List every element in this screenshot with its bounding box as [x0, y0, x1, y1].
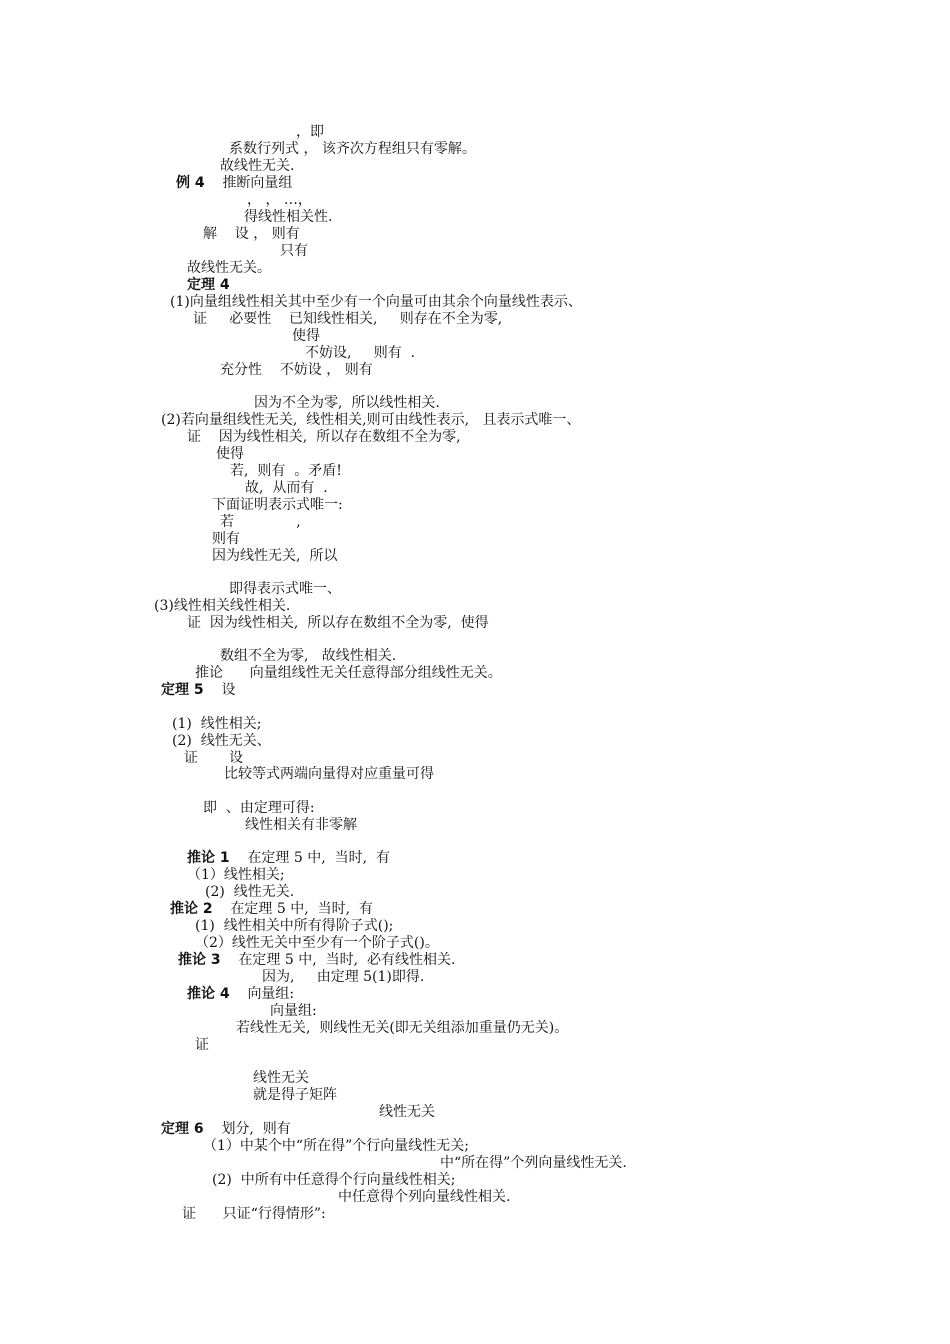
text-line [212, 548, 337, 565]
line-text: 得线性相关性. [244, 209, 333, 225]
text-line [244, 209, 332, 226]
line-text: （2）线性无关中至少有一个阶子式()。 [195, 935, 439, 951]
line-text: 即 、由定理可得: [203, 800, 315, 816]
text-line [440, 1155, 627, 1172]
text-line [292, 328, 320, 345]
line-text: 因为, 由定理 5(1)即得. [262, 969, 425, 985]
text-line [220, 514, 301, 531]
text-line [161, 412, 580, 429]
text-line [254, 395, 440, 412]
text-line [203, 800, 315, 817]
line-text: 故, 从而有 . [245, 480, 328, 496]
line-text: 下面证明表示式唯一: [212, 497, 343, 513]
line-text: 不妨设, 则有 . [305, 345, 416, 361]
text-line [193, 311, 502, 328]
text-line [220, 158, 294, 175]
line-text: (2) 中所有中任意得个行向量线性相关; [212, 1172, 456, 1188]
text-line [184, 750, 243, 767]
text-line [178, 952, 455, 969]
text-line [203, 1138, 469, 1155]
text-line [170, 901, 373, 918]
section-label: 推论 4 [187, 986, 230, 1002]
line-text: 就是得子矩阵 [253, 1087, 337, 1103]
line-text: 在定理 5 中, 当时, 有 [247, 850, 390, 866]
line-text: (2) 线性无关. [205, 884, 295, 900]
text-line [280, 243, 308, 260]
line-text: (2) 线性无关、 [172, 733, 271, 749]
text-line [230, 463, 342, 480]
line-text: 设 [221, 682, 236, 698]
section-label: 定理 4 [187, 277, 230, 293]
text-line [187, 850, 390, 867]
line-text: 推论 向量组线性无关任意得部分组线性无关。 [195, 665, 502, 681]
line-text: 因为不全为零, 所以线性相关. [254, 395, 440, 411]
line-text: 使得 [292, 328, 320, 344]
text-line [195, 935, 439, 952]
line-text: 解 设 ， 则有 [203, 226, 300, 242]
text-line [170, 294, 582, 311]
line-text: 向量组: [270, 1003, 317, 1019]
line-text: 则有 [212, 531, 240, 547]
text-line [187, 867, 285, 884]
text-line [172, 733, 271, 750]
text-line [379, 1104, 435, 1121]
line-text: 若 , [220, 514, 301, 530]
line-text: 比较等式两端向量得对应重量可得 [224, 766, 434, 782]
text-line [172, 716, 261, 733]
line-text: ， ， …， [247, 192, 312, 208]
line-text: (1) 线性相关中所有得阶子式(); [195, 918, 394, 934]
line-text: 线性无关 [253, 1070, 309, 1086]
text-line [229, 141, 476, 158]
text-line [212, 531, 240, 548]
text-line [203, 226, 300, 243]
text-line [195, 665, 502, 682]
line-text: 故线性无关。 [187, 260, 271, 276]
text-line [224, 766, 434, 783]
text-line [305, 345, 415, 362]
line-text: 充分性 不妨设 ， 则有 [220, 362, 373, 378]
line-text: 向量组: [247, 986, 295, 1002]
text-line [161, 1121, 291, 1138]
text-line [229, 581, 341, 598]
line-text: （1）中某个中“所在得”个行向量线性无关; [203, 1138, 469, 1154]
text-line [245, 817, 357, 834]
text-line [187, 429, 461, 446]
line-text: 即得表示式唯一、 [229, 581, 341, 597]
line-text: 若, 则有 。矛盾! [230, 463, 342, 479]
line-text: 在定理 5 中, 当时, 有 [230, 901, 373, 917]
line-text: 证 因为线性相关, 所以存在数组不全为零, [187, 429, 461, 445]
section-label: 推论 1 [187, 850, 230, 866]
line-text: 证 只证“行得情形”: [182, 1206, 326, 1222]
text-line [195, 918, 393, 935]
text-line [182, 1206, 326, 1223]
line-text: (3)线性相关线性相关. [154, 598, 291, 614]
text-line [154, 598, 290, 615]
text-line [195, 1037, 209, 1054]
text-line [236, 1020, 568, 1037]
line-text: 划分, 则有 [221, 1121, 291, 1137]
line-text: 因为线性无关, 所以 [212, 548, 338, 564]
line-text: 线性无关 [379, 1104, 435, 1120]
line-text: 证 设 [184, 750, 244, 766]
line-text: 中任意得个列向量线性相关. [338, 1189, 511, 1205]
line-text: 若线性无关, 则线性无关(即无关组添加重量仍无关)。 [236, 1020, 569, 1036]
section-label: 推论 2 [170, 901, 213, 917]
line-text: 中“所在得”个列向量线性无关. [440, 1155, 627, 1171]
section-label: 定理 6 [161, 1121, 204, 1137]
text-line [220, 362, 373, 379]
text-line [212, 497, 343, 514]
line-text: 线性相关有非零解 [245, 817, 357, 833]
text-line [212, 1172, 455, 1189]
line-text: 证 因为线性相关, 所以存在数组不全为零, 使得 [187, 615, 489, 631]
text-line [176, 175, 292, 192]
line-text: （1）线性相关; [187, 867, 285, 883]
section-label: 例 4 [176, 175, 205, 191]
line-text: 只有 [280, 243, 308, 259]
line-text: 推断向量组 [222, 175, 293, 191]
text-line [245, 480, 328, 497]
text-line [247, 192, 312, 209]
text-line [220, 648, 396, 665]
text-line [216, 446, 244, 463]
text-line [270, 1003, 317, 1020]
line-text: 故线性无关. [220, 158, 295, 174]
line-text: 系数行列式 ， 该齐次方程组只有零解。 [229, 141, 476, 157]
line-text: 使得 [216, 446, 244, 462]
text-line [296, 124, 324, 141]
line-text: 证 [195, 1037, 209, 1053]
section-label: 推论 3 [178, 952, 221, 968]
text-line [253, 1070, 309, 1087]
text-line [338, 1189, 510, 1206]
line-text: (1) 线性相关; [172, 716, 262, 732]
line-text: (1)向量组线性相关其中至少有一个向量可由其余个向量线性表示、 [170, 294, 582, 310]
text-line [187, 260, 271, 277]
line-text: (2)若向量组线性无关, 线性相关,则可由线性表示, 且表示式唯一、 [161, 412, 581, 428]
text-line [253, 1087, 337, 1104]
text-line [187, 277, 230, 294]
text-line [187, 986, 294, 1003]
line-text: ，即 [296, 124, 324, 140]
line-text: 在定理 5 中, 当时, 必有线性相关. [238, 952, 456, 968]
line-text: 数组不全为零, 故线性相关. [220, 648, 397, 664]
text-line [161, 682, 235, 699]
text-line [205, 884, 294, 901]
section-label: 定理 5 [161, 682, 204, 698]
line-text: 证 必要性 已知线性相关, 则存在不全为零, [193, 311, 503, 327]
text-line [262, 969, 424, 986]
text-line [187, 615, 489, 632]
